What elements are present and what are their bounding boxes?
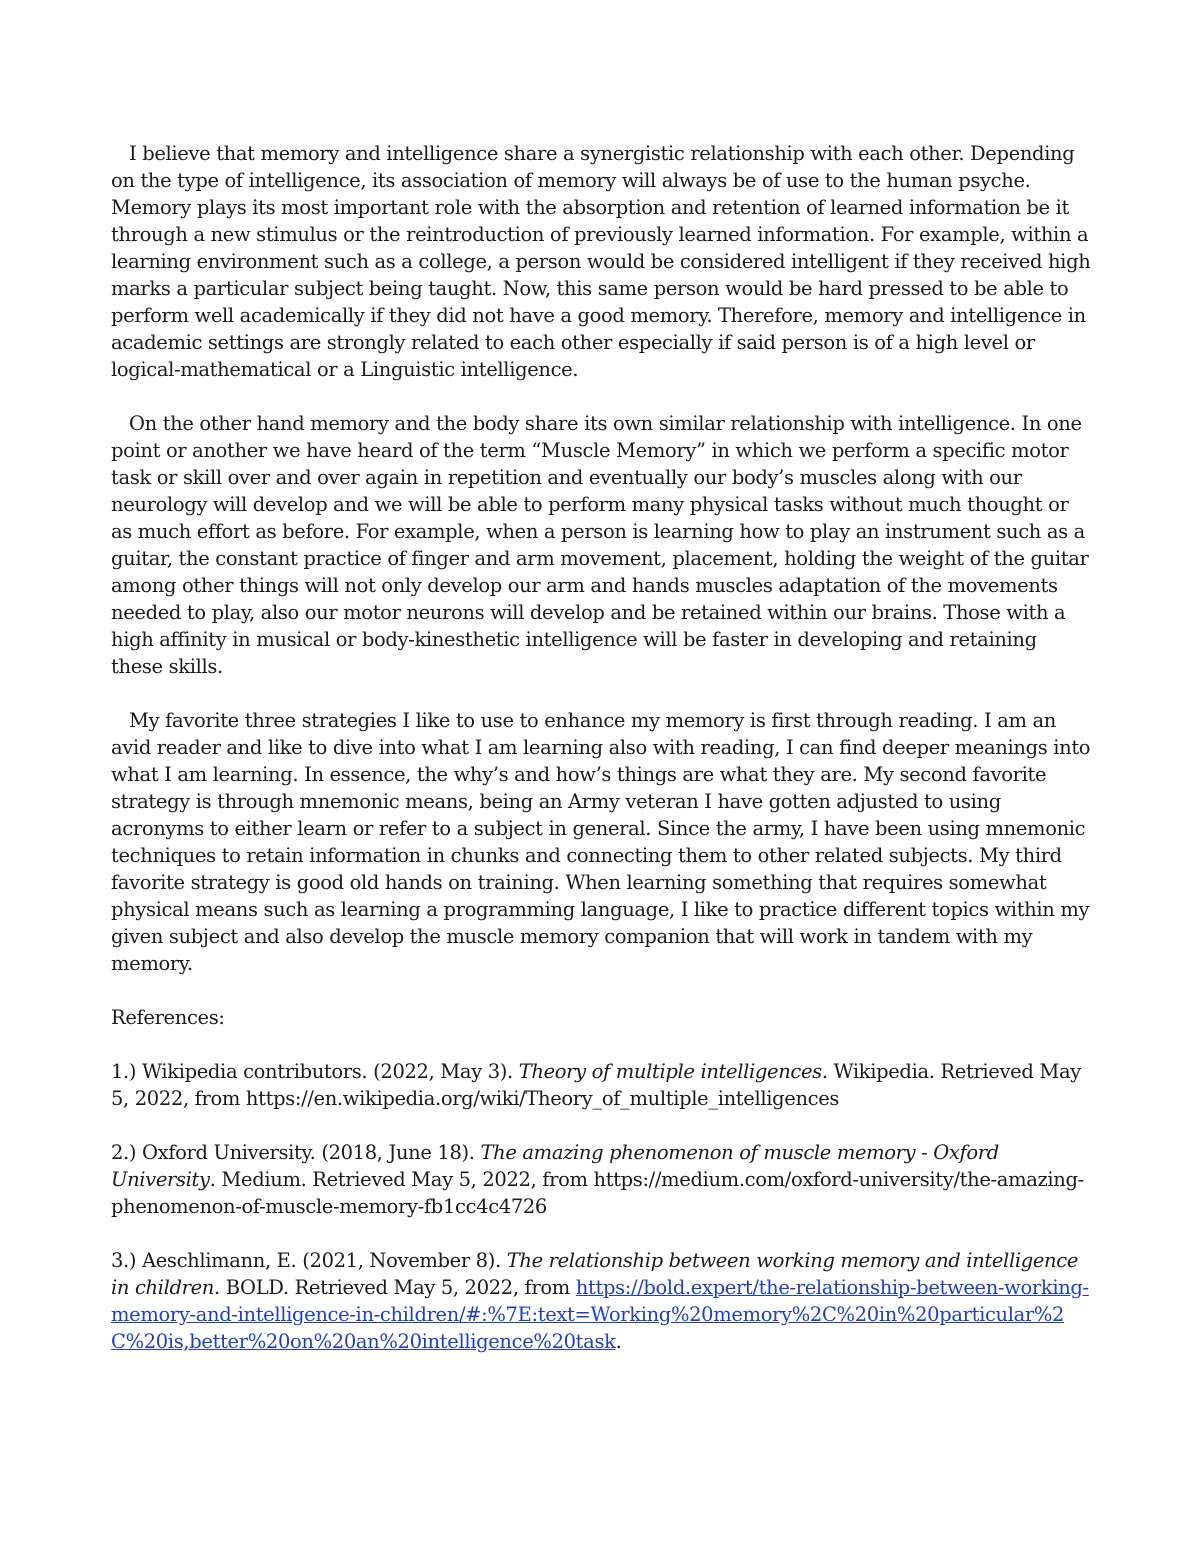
reference-2-prefix: 2.) Oxford University. (2018, June 18).	[111, 1141, 481, 1164]
reference-3-title: The relationship between working memory and intelligence in children	[111, 1249, 1079, 1299]
reference-1-suffix: . Wikipedia. Retrieved May 5, 2022, from https://en.wikipedia.org/wiki/Theory_of_multiple_intelligences	[111, 1060, 1081, 1110]
body-paragraph-1: I believe that memory and intelligence share a synergistic relationship with each other. Depending on the type of intelligence, its association of memory will always be of use to the human psyche. Memory plays its most important role with the absorption and retention of learned information be it through a new stimulus or the reintroduction of previously learned information. For example, within a learning environment such as a college, a person would be considered intelligent if they received high marks a particular subject being taught. Now, this same person would be hard pressed to be able to perform well academically if they did not have a good memory. Therefore, memory and intelligence in academic settings are strongly related to each other especially if said person is of a high level or logical-mathematical or a Linguistic intelligence.	[111, 142, 1091, 381]
reference-3-end: .	[615, 1330, 622, 1353]
reference-3-link[interactable]: https://bold.expert/the-relationship-between-working-memory-and-intelligence-in-children/#:%7E:text=Working%20memory%2C%20in%20particular%2C%20is,better%20on%20an%20intelligence%20task	[111, 1276, 1089, 1353]
reference-2	[111, 1139, 1091, 1220]
reference-3-prefix: 3.) Aeschlimann, E. (2021, November 8).	[111, 1249, 507, 1272]
references-heading: References:	[111, 1006, 225, 1029]
reference-3-suffix: . BOLD. Retrieved May 5, 2022, from	[214, 1276, 576, 1299]
reference-3	[111, 1247, 1091, 1355]
reference-2-suffix: . Medium. Retrieved May 5, 2022, from https://medium.com/oxford-university/the-amazing-phenomenon-of-muscle-memory-fb1cc4c4726	[111, 1168, 1084, 1218]
reference-1	[111, 1058, 1091, 1112]
reference-2-title: The amazing phenomenon of muscle memory - Oxford University	[111, 1141, 999, 1191]
reference-1-prefix: 1.) Wikipedia contributors. (2022, May 3).	[111, 1060, 519, 1083]
body-paragraph-3: My favorite three strategies I like to use to enhance my memory is first through reading. I am an avid reader and like to dive into what I am learning also with reading, I can find deeper meanings into what I am learning. In essence, the why’s and how’s things are what they are. My second favorite strategy is through mnemonic means, being an Army veteran I have gotten adjusted to using acronyms to either learn or refer to a subject in general. Since the army, I have been using mnemonic techniques to retain information in chunks and connecting them to other related subjects. My third favorite strategy is good old hands on training. When learning something that requires somewhat physical means such as learning a programming language, I like to practice different topics within my given subject and also develop the muscle memory companion that will work in tandem with my memory.	[111, 709, 1091, 975]
body-paragraph-2: On the other hand memory and the body share its own similar relationship with intelligence. In one point or another we have heard of the term “Muscle Memory” in which we perform a specific motor task or skill over and over again in repetition and eventually our body’s muscles along with our neurology will develop and we will be able to perform many physical tasks without much thought or as much effort as before. For example, when a person is learning how to play an instrument such as a guitar, the constant practice of finger and arm movement, placement, holding the weight of the guitar among other things will not only develop our arm and hands muscles adaptation of the movements needed to play, also our motor neurons will develop and be retained within our brains. Those with a high affinity in musical or body-kinesthetic intelligence will be faster in developing and retaining these skills.	[111, 412, 1089, 678]
reference-1-title: Theory of multiple intelligences	[518, 1060, 822, 1083]
document-page	[111, 140, 1091, 1382]
